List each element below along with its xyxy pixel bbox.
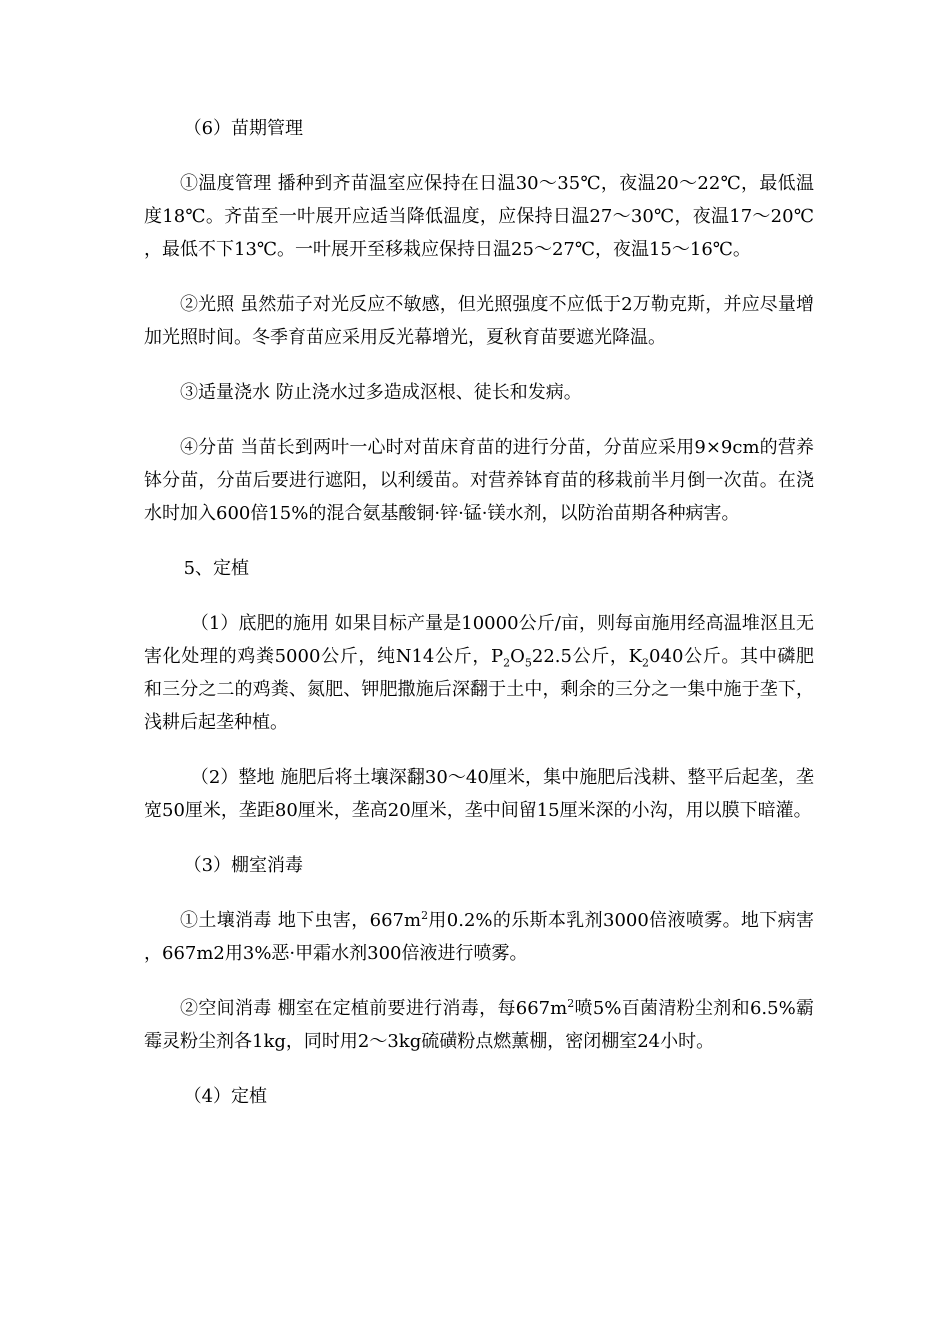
superscript: 2 — [567, 997, 575, 1010]
text-segment: 喷5%百菌清粉尘剂和6.5%霸霉灵粉尘剂各1kg，同时用2～3kg硫磺粉点燃薰棚，密闭棚室24小时。 — [144, 998, 814, 1052]
heading-planting: 5、定植 — [183, 558, 250, 579]
paragraph-land-preparation: （2）整地 施肥后将土壤深翻30～40厘米，集中施肥后浅耕、整平后起垄，垄宽50厘米，垄距80厘米，垄高20厘米，垄中间留15厘米深的小沟，用以膜下暗灌。 — [144, 767, 814, 821]
paragraph-temperature-management: ①温度管理 播种到齐苗温室应保持在日温30～35℃，夜温20～22℃，最低温度18℃。齐苗至一叶展开应适当降低温度，应保持日温27～30℃，夜温17～20℃，最低不下13℃。一叶展开至移栽应保持日温25～27℃，夜温15～16℃。 — [144, 173, 814, 260]
subscript: 2 — [503, 656, 511, 670]
paragraph-base-fertilizer — [144, 607, 814, 739]
paragraph-lighting: ②光照 虽然茄子对光反应不敏感，但光照强度不应低于2万勒克斯，并应尽量增加光照时间。冬季育苗应采用反光幕增光，夏秋育苗要遮光降温。 — [144, 294, 814, 348]
heading-greenhouse-disinfection: （3）棚室消毒 — [183, 855, 304, 876]
text-segment: 用0.2%的乐斯本乳剂3000倍液喷雾。地下病害，667m2用3%恶·甲霜水剂300倍液进行喷雾。 — [144, 910, 814, 964]
paragraph-watering: ③适量浇水 防止浇水过多造成沤根、徒长和发病。 — [180, 382, 582, 403]
heading-seedling-management: （6）苗期管理 — [183, 118, 304, 139]
paragraph-space-disinfection — [144, 992, 814, 1058]
text-segment: 22.5公斤，K — [531, 646, 643, 667]
paragraph-transplant-seedlings: ④分苗 当苗长到两叶一心时对苗床育苗的进行分苗，分苗应采用9×9cm的营养钵分苗，分苗后要进行遮阳，以利缓苗。对营养钵育苗的移栽前半月倒一次苗。在浇水时加入600倍15%的混合氨基酸铜·锌·锰·镁水剂，以防治苗期各种病害。 — [144, 437, 814, 524]
text-segment: ①土壤消毒 地下虫害，667m — [180, 910, 422, 931]
text-segment: ②空间消毒 棚室在定植前要进行消毒，每667m — [180, 998, 568, 1019]
paragraph-soil-disinfection — [144, 904, 814, 970]
subscript: 5 — [524, 656, 532, 670]
heading-transplanting: （4）定植 — [183, 1086, 268, 1107]
document-body — [144, 112, 814, 1135]
subscript: 2 — [642, 656, 650, 670]
superscript: 2 — [421, 909, 429, 922]
text-segment: O — [510, 646, 525, 667]
text-segment: （1）底肥的施用 如果目标产量是10000公斤/亩，则每亩施用经高温堆沤且无害化处理的鸡粪5000公斤，纯N14公斤，P — [144, 613, 814, 667]
text-segment: 040公斤。其中磷肥和三分之二的鸡粪、氮肥、钾肥撒施后深翻于土中，剩余的三分之一集中施于垄下，浅耕后起垄种植。 — [144, 646, 815, 733]
